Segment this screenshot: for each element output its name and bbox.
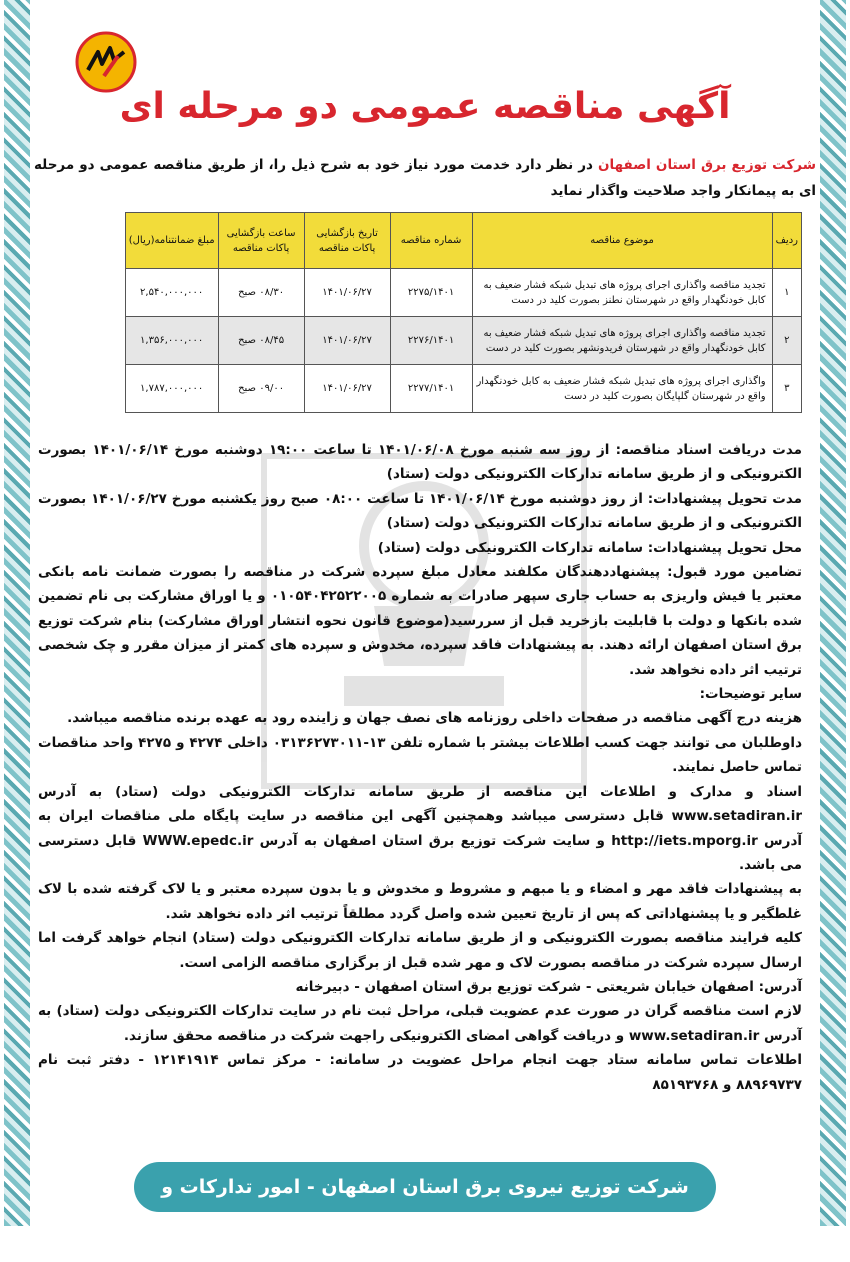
- page-title: آگهی مناقصه عمومی دو مرحله ای: [119, 86, 731, 127]
- notice-paragraph: داوطلبان می توانند جهت کسب اطلاعات بیشتر با شماره تلفن ۱۳-۰۳۱۳۶۲۷۳۰۱۱ داخلی ۴۲۷۴ و ۴۲۷۵ واحد مناقصات تماس حاصل نمایند.: [38, 734, 802, 776]
- cell-row-number: ۱: [772, 269, 801, 317]
- header-row-number: ردیف: [772, 213, 801, 269]
- notice-paragraph: به پیشنهادات فاقد مهر و امضاء و یا مبهم و مشروط و مخدوش و یا بدون سپرده معتبر و یا لاک گرفته شده با لاک غلطگیر و یا پیشنهاداتی که پس از تاریخ تعیین شده واصل گردد مطلقاً ترتیب اثر داده نخواهد شد.: [38, 881, 802, 922]
- notice-paragraph: مدت تحویل پیشنهادات: از روز دوشنبه مورخ ۱۴۰۱/۰۶/۱۴ تا ساعت ۰۸:۰۰ صبح روز یکشنبه مورخ ۱۴۰۱/۰۶/۲۷ بصورت الکترونیکی و از طریق سامانه تدارکات الکترونیکی دولت (ستاد): [38, 490, 802, 532]
- table-header-row: [125, 213, 801, 269]
- notice-paragraph: تضامین مورد قبول: پیشنهاددهندگان مکلفند معادل مبلغ سپرده شرکت در مناقصه را بصورت ضمانت نامه بانکی معتبر یا فیش واریزی به حساب جاری سپهر صادرات به شماره ۰۱۰۵۴۰۴۲۵۲۲۰۰۵ و یا اوراق مشارکت بی نام تضمین شده بانکها و دولت با قابلیت بازخرید قبل از سررسید(موضوع قانون نحوه انتشار اوراق مشارکت) بنام شرکت توزیع برق استان اصفهان ارائه دهند. به پیشنهادات فاقد سپرده، مخدوش و سپرده های کمتر از میزان مقرر و چک شخصی ترتیب اثر داده نخواهد شد.: [38, 564, 802, 678]
- cell-subject: تجدید مناقصه واگذاری اجرای پروژه های تبدیل شبکه فشار ضعیف به کابل خودنگهدار واقع در شهرستان فریدونشهر بصورت کلید در دست: [472, 317, 772, 365]
- notice-paragraph: کلیه فرایند مناقصه بصورت الکترونیکی و از طریق سامانه تدارکات الکترونیکی دولت (ستاد) انجام خواهد گرفت اما ارسال سپرده شرکت در مناقصه بصورت لاک و مهر شده قبل از برگزاری مناقصه الزامی است.: [38, 930, 802, 971]
- cell-time: ۰۸/۳۰ صبح: [218, 269, 304, 317]
- notice-body: [38, 438, 802, 1097]
- cell-subject: تجدید مناقصه واگذاری اجرای پروژه های تبدیل شبکه فشار ضعیف به کابل خودنگهدار واقع در شهرستان نطنز بصورت کلید در دست: [472, 269, 772, 317]
- notice-paragraph: سایر توضیحات:: [699, 686, 802, 703]
- header-time: ساعت بازگشایی پاکات مناقصه: [218, 213, 304, 269]
- cell-row-number: ۲: [772, 317, 801, 365]
- cell-time: ۰۸/۴۵ صبح: [218, 317, 304, 365]
- right-border-strip: [820, 0, 846, 1226]
- cell-subject: واگذاری اجرای پروژه های تبدیل شبکه فشار ضعیف به کابل خودنگهدار واقع در شهرستان گلپایگان بصورت کلید در دست: [472, 365, 772, 413]
- left-border-strip: [4, 0, 30, 1226]
- tender-table: [125, 212, 802, 413]
- header-date: تاریخ بازگشایی پاکات مناقصه: [304, 213, 390, 269]
- cell-amount: ۲,۵۴۰,۰۰۰,۰۰۰: [125, 269, 218, 317]
- header-subject: موضوع مناقصه: [472, 213, 772, 269]
- notice-paragraph: آدرس: اصفهان خیابان شریعتی - شرکت توزیع برق استان اصفهان - دبیرخانه: [295, 978, 802, 995]
- notice-paragraph: محل تحویل پیشنهادات: سامانه تدارکات الکترونیکی دولت (ستاد): [377, 539, 802, 556]
- tender-notice: [34, 6, 816, 1248]
- notice-paragraph: هزینه درج آگهی مناقصه در صفحات داخلی روزنامه های نصف جهان و زاینده رود به عهده برنده مناقصه میباشد.: [67, 710, 802, 727]
- table-row: [125, 269, 801, 317]
- header-amount: مبلغ ضمانتنامه(ریال): [125, 213, 218, 269]
- header-number: شماره مناقصه: [390, 213, 472, 269]
- intro-text: در نظر دارد خدمت مورد نیاز خود به شرح ذیل را، از طریق مناقصه عمومی دو مرحله ای به پیمانکار واجد صلاحیت واگذار نماید: [34, 157, 816, 199]
- notice-paragraph: لازم است مناقصه گران در صورت عدم عضویت قبلی، مراحل ثبت نام در سایت تدارکات الکترونیکی دولت (ستاد) به آدرس www.setadiran.ir و دریافت گواهی امضای الکترونیکی راجهت شرکت در مناقصه محقق سازند.: [38, 1003, 802, 1044]
- intro-paragraph: [34, 152, 816, 204]
- cell-number: ۲۲۷۷/۱۴۰۱: [390, 365, 472, 413]
- cell-date: ۱۴۰۱/۰۶/۲۷: [304, 317, 390, 365]
- notice-paragraph: مدت دریافت اسناد مناقصه: از روز سه شنبه مورخ ۱۴۰۱/۰۶/۰۸ تا ساعت ۱۹:۰۰ دوشنبه مورخ ۱۴۰۱/۰۶/۱۴ بصورت الکترونیکی و از طریق سامانه تدارکات الکترونیکی دولت (ستاد): [38, 442, 802, 483]
- cell-number: ۲۲۷۵/۱۴۰۱: [390, 269, 472, 317]
- cell-row-number: ۳: [772, 365, 801, 413]
- cell-amount: ۱,۷۸۷,۰۰۰,۰۰۰: [125, 365, 218, 413]
- cell-date: ۱۴۰۱/۰۶/۲۷: [304, 269, 390, 317]
- cell-time: ۰۹/۰۰ صبح: [218, 365, 304, 413]
- table-row: [125, 365, 801, 413]
- table-row: [125, 317, 801, 365]
- notice-paragraph: اطلاعات تماس سامانه ستاد جهت انجام مراحل عضویت در سامانه: - مرکز تماس ۱۲۱۴۱۹۱۴ - دفتر ثبت نام ۸۸۹۶۹۷۳۷ و ۸۵۱۹۳۷۶۸: [38, 1052, 802, 1093]
- footer-banner: شرکت توزیع نیروی برق استان اصفهان - امور تدارکات و انبارها: [134, 1162, 716, 1212]
- company-name: شرکت توزیع برق استان اصفهان: [597, 157, 816, 173]
- cell-number: ۲۲۷۶/۱۴۰۱: [390, 317, 472, 365]
- cell-date: ۱۴۰۱/۰۶/۲۷: [304, 365, 390, 413]
- notice-paragraph: اسناد و مدارک و اطلاعات این مناقصه از طریق سامانه تدارکات الکترونیکی دولت (ستاد) به آدرس www.setadiran.ir قابل دسترسی میباشد وهمچنین آگهی این مناقصه در سایت پایگاه ملی مناقصات ایران به آدرس http://iets.mporg.ir و سایت شرکت توزیع برق استان اصفهان به آدرس WWW.epedc.ir قابل دسترسی می باشد.: [38, 783, 803, 873]
- cell-amount: ۱,۳۵۶,۰۰۰,۰۰۰: [125, 317, 218, 365]
- power-company-logo-icon: [74, 30, 138, 94]
